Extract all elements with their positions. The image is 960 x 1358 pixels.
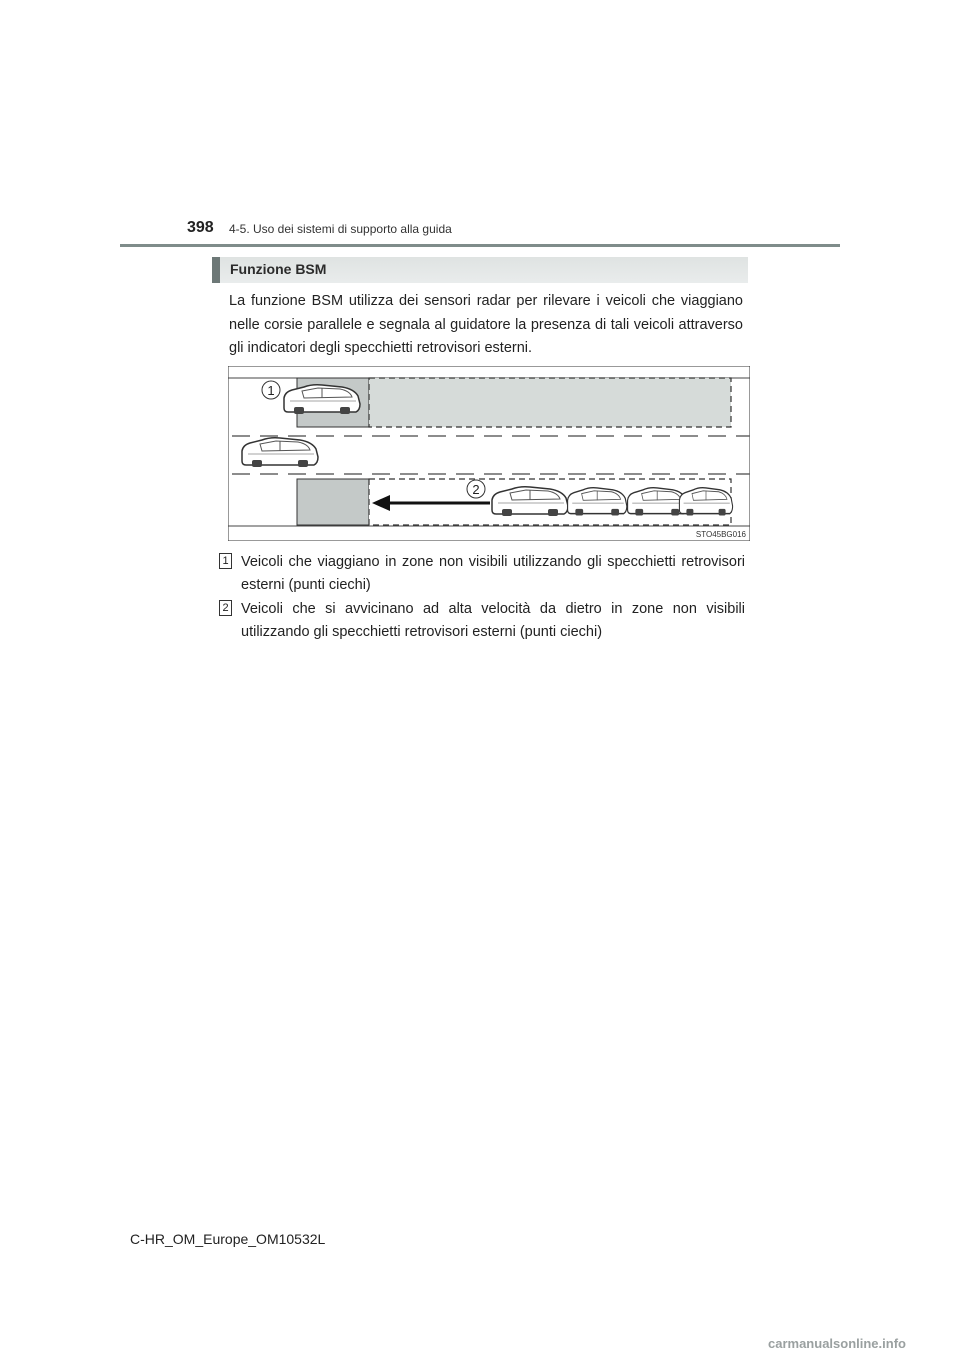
item-number: 1: [219, 553, 232, 569]
section-title: Funzione BSM: [230, 261, 327, 277]
diagram-callout-2: [467, 480, 485, 498]
page-number: 398: [187, 219, 214, 236]
bsm-diagram: [228, 366, 750, 541]
header-divider: [120, 244, 840, 247]
diagram-code: STO45BG016: [695, 530, 746, 539]
diagram-callout-1: [262, 381, 280, 399]
bsm-diagram-illustration: [228, 366, 750, 541]
svg-text:1: 1: [267, 383, 275, 398]
item-text: Veicoli che viaggiano in zone non visibili utilizzando gli specchietti retrovisori esterni (punti ciechi): [241, 554, 745, 593]
list-item: [219, 598, 745, 644]
section-header: [212, 257, 748, 283]
intro-paragraph: La funzione BSM utilizza dei sensori radar per rilevare i veicoli che viaggiano nelle corsie parallele e segnala al guidatore la presenza di tali veicoli attraverso gli indicatori degli specchietti retrovisori esterni.: [229, 293, 743, 356]
watermark: carmanualsonline.info: [768, 1336, 906, 1351]
footer-code: C-HR_OM_Europe_OM10532L: [130, 1231, 326, 1247]
list-item: [219, 551, 745, 597]
item-number: 2: [219, 600, 232, 616]
svg-text:2: 2: [472, 482, 480, 497]
item-text: Veicoli che si avvicinano ad alta velocità da dietro in zone non visibili utilizzando gli specchietti retrovisori esterni (punti ciechi): [241, 601, 745, 640]
section-reference: 4-5. Uso dei sistemi di supporto alla guida: [229, 222, 452, 236]
